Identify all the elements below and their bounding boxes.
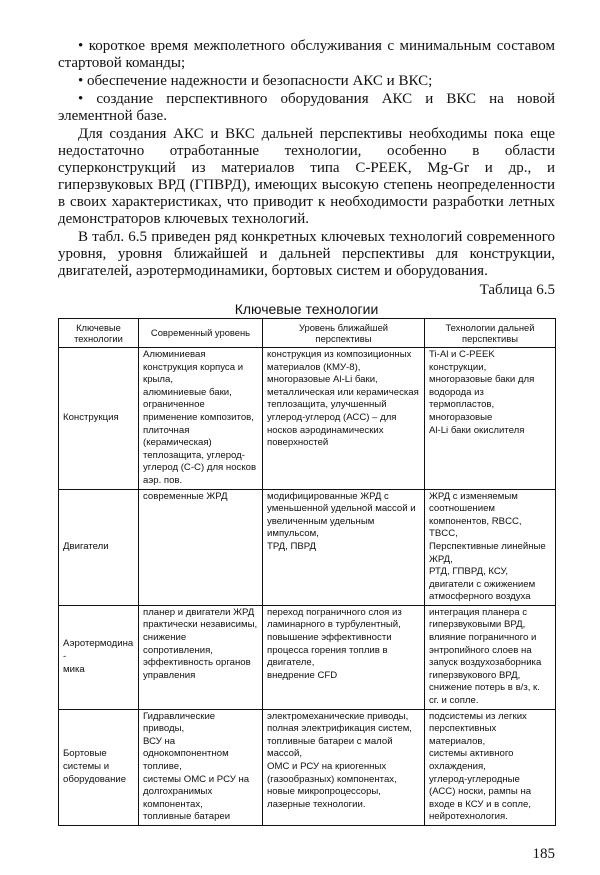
table-cell: интеграция планера с гиперзвуковыми ВРД, влияние пограничного и энтропийного слоев на запуск воздухозаборника гиперзвукового ВРД, снижение потерь в в/з, к. сг. и сопле. xyxy=(425,605,556,709)
table-cell: Алюминиевая конструкция корпуса и крыла, алюминиевые баки, ограниченное применение композитов, плиточная (керамическая) теплозащита, углерод-углерод (С-С) для носков аэр. пов. xyxy=(139,348,263,490)
header-cell: Технологии дальней перспективы xyxy=(425,319,556,348)
table-cell: модифицированные ЖРД с уменьшенной удельной массой и увеличенным удельным импульсом, ТРД, ПВРД xyxy=(263,489,425,605)
table-cell: ЖРД с изменяемым соотношением компонентов, RBCC, TBCC, Перспективные линейные ЖРД, РТД, ГПВРД, КСУ, двигатели с ожижением атмосферного воздуха xyxy=(425,489,556,605)
bullet-item: • создание перспективного оборудования АКС и ВКС на новой элементной базе. xyxy=(58,91,555,124)
header-cell: Уровень ближайшей перспективы xyxy=(263,319,425,348)
page-number: 185 xyxy=(532,845,555,862)
table-row xyxy=(59,709,556,825)
row-label: Бортовые системы и оборудование xyxy=(59,709,139,825)
table-cell: Ti-Al и C-PEEK конструкции, многоразовые баки для водорода из термопластов, многоразовые Al-Li баки окислителя xyxy=(425,348,556,490)
row-label: Аэротермодина- мика xyxy=(59,605,139,709)
body-text xyxy=(58,38,555,299)
row-label: Двигатели xyxy=(59,489,139,605)
row-label: Конструкция xyxy=(59,348,139,490)
paragraph: Для создания АКС и ВКС дальней перспективы необходимы пока еще недостаточно отработанные технологии, особенно в области суперконструкций из материалов типа C-PEEK, Mg-Gr и др., и гиперзвуковых ВРД (ГПВРД), имеющих высокую степень неопределенности в своих характеристиках, что приводит к необходимости разработки летных демонстраторов ключевых технологий. xyxy=(58,126,555,227)
table-cell: конструкция из композиционных материалов (КМУ-8), многоразовые Al-Li баки, металлическая или керамическая теплозащита, улучшенный углерод-углерод (АСС) – для носков аэродинамических поверхностей xyxy=(263,348,425,490)
bullet-item: • обеспечение надежности и безопасности АКС и ВКС; xyxy=(78,73,433,89)
table-cell: Гидравлические приводы, ВСУ на однокомпонентном топливе, системы ОМС и РСУ на долгохранимых компонентах, топливные батареи xyxy=(139,709,263,825)
bullet-item: • короткое время межполетного обслуживания с минимальным составом стартовой команды; xyxy=(58,38,555,71)
table-label: Таблица 6.5 xyxy=(479,282,555,298)
table-row xyxy=(59,348,556,490)
table-cell: планер и двигатели ЖРД практически независимы, снижение сопротивления, эффективность органов управления xyxy=(139,605,263,709)
table-row xyxy=(59,489,556,605)
header-cell: Современный уровень xyxy=(139,319,263,348)
table-cell: подсистемы из легких перспективных материалов, системы активного охлаждения, углерод-углеродные (АСС) носки, рампы на входе в КСУ и в сопле, нейротехнология. xyxy=(425,709,556,825)
table-header-row xyxy=(59,319,556,348)
paragraph: В табл. 6.5 приведен ряд конкретных ключевых технологий современного уровня, уровня ближайшей и дальней перспективы для конструкции, двигателей, аэротермодинамики, бортовых систем и оборудования. xyxy=(58,229,555,279)
table-cell: переход пограничного слоя из ламинарного в турбулентный, повышение эффективности процесса горения топлив в двигателе, внедрение CFD xyxy=(263,605,425,709)
header-cell: Ключевые технологии xyxy=(59,319,139,348)
table-cell: электромеханические приводы, полная электрификация систем, топливные батареи с малой массой, ОМС и РСУ на криогенных (газообразных) компонентах, новые микропроцессоры, лазерные технологии. xyxy=(263,709,425,825)
key-technologies-table xyxy=(58,318,556,826)
table-cell: современные ЖРД xyxy=(139,489,263,605)
table-caption: Ключевые технологии xyxy=(234,301,379,317)
table-row xyxy=(59,605,556,709)
